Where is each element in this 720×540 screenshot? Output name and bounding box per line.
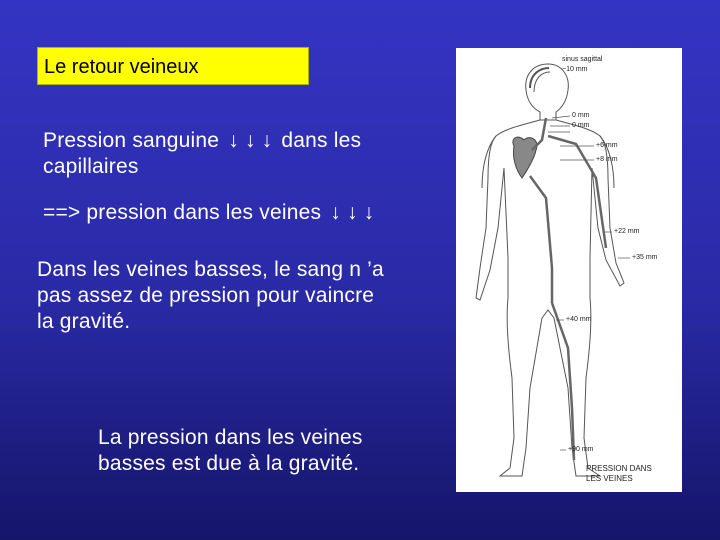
figure-label: +6 mm <box>596 142 618 149</box>
figure-label: 0 mm <box>572 112 590 119</box>
p1-text-c: capillaires <box>43 155 139 178</box>
figure-label: +8 mm <box>596 156 618 163</box>
p1-text-a: Pression sanguine <box>43 129 220 152</box>
body-outline-diagram <box>456 48 682 492</box>
paragraph-low-veins <box>37 257 447 335</box>
left-leg-outline <box>500 298 542 476</box>
sinus-arc <box>530 68 549 88</box>
p3-line: Dans les veines basses, le sang n ’a <box>37 258 384 281</box>
p3-line: la gravité. <box>37 310 131 333</box>
vena-cava <box>530 176 552 303</box>
figure-label: 0 mm <box>572 122 590 129</box>
down-arrow-icon: ↓ <box>330 201 341 224</box>
venous-pressure-figure <box>456 48 682 492</box>
figure-label: sinus sagittal <box>562 56 603 63</box>
down-arrow-icon: ↓ <box>261 129 273 152</box>
figure-label: +40 mm <box>566 316 592 323</box>
figure-caption: PRESSION DANS <box>586 464 652 473</box>
figure-label: +90 mm <box>568 446 594 453</box>
p2-text: ==> pression dans les veines <box>43 201 322 224</box>
p1-text-b: dans les <box>281 129 362 152</box>
paragraph-capillary-pressure <box>43 128 423 180</box>
p4-line: basses est due à la gravité. <box>98 452 360 475</box>
figure-label: −10 mm <box>562 66 588 73</box>
p4-line: La pression dans les veines <box>98 426 363 449</box>
down-arrow-icon: ↓ <box>363 201 375 224</box>
down-arrow-icon: ↓ <box>244 129 256 152</box>
sinus-arc <box>534 72 550 92</box>
leader-line <box>552 116 570 118</box>
p3-line: pas assez de pression pour vaincre <box>37 284 375 307</box>
figure-caption: LES VEINES <box>586 474 633 483</box>
paragraph-gravity <box>98 425 418 477</box>
paragraph-vein-pressure <box>43 200 443 226</box>
arm-vein <box>548 136 606 248</box>
figure-label: +35 mm <box>632 254 658 261</box>
down-arrow-icon: ↓ <box>228 129 239 152</box>
slide-title: Le retour veineux <box>37 47 309 85</box>
heart-shape <box>513 137 537 178</box>
down-arrow-icon: ↓ <box>346 201 358 224</box>
figure-label: +22 mm <box>614 228 640 235</box>
